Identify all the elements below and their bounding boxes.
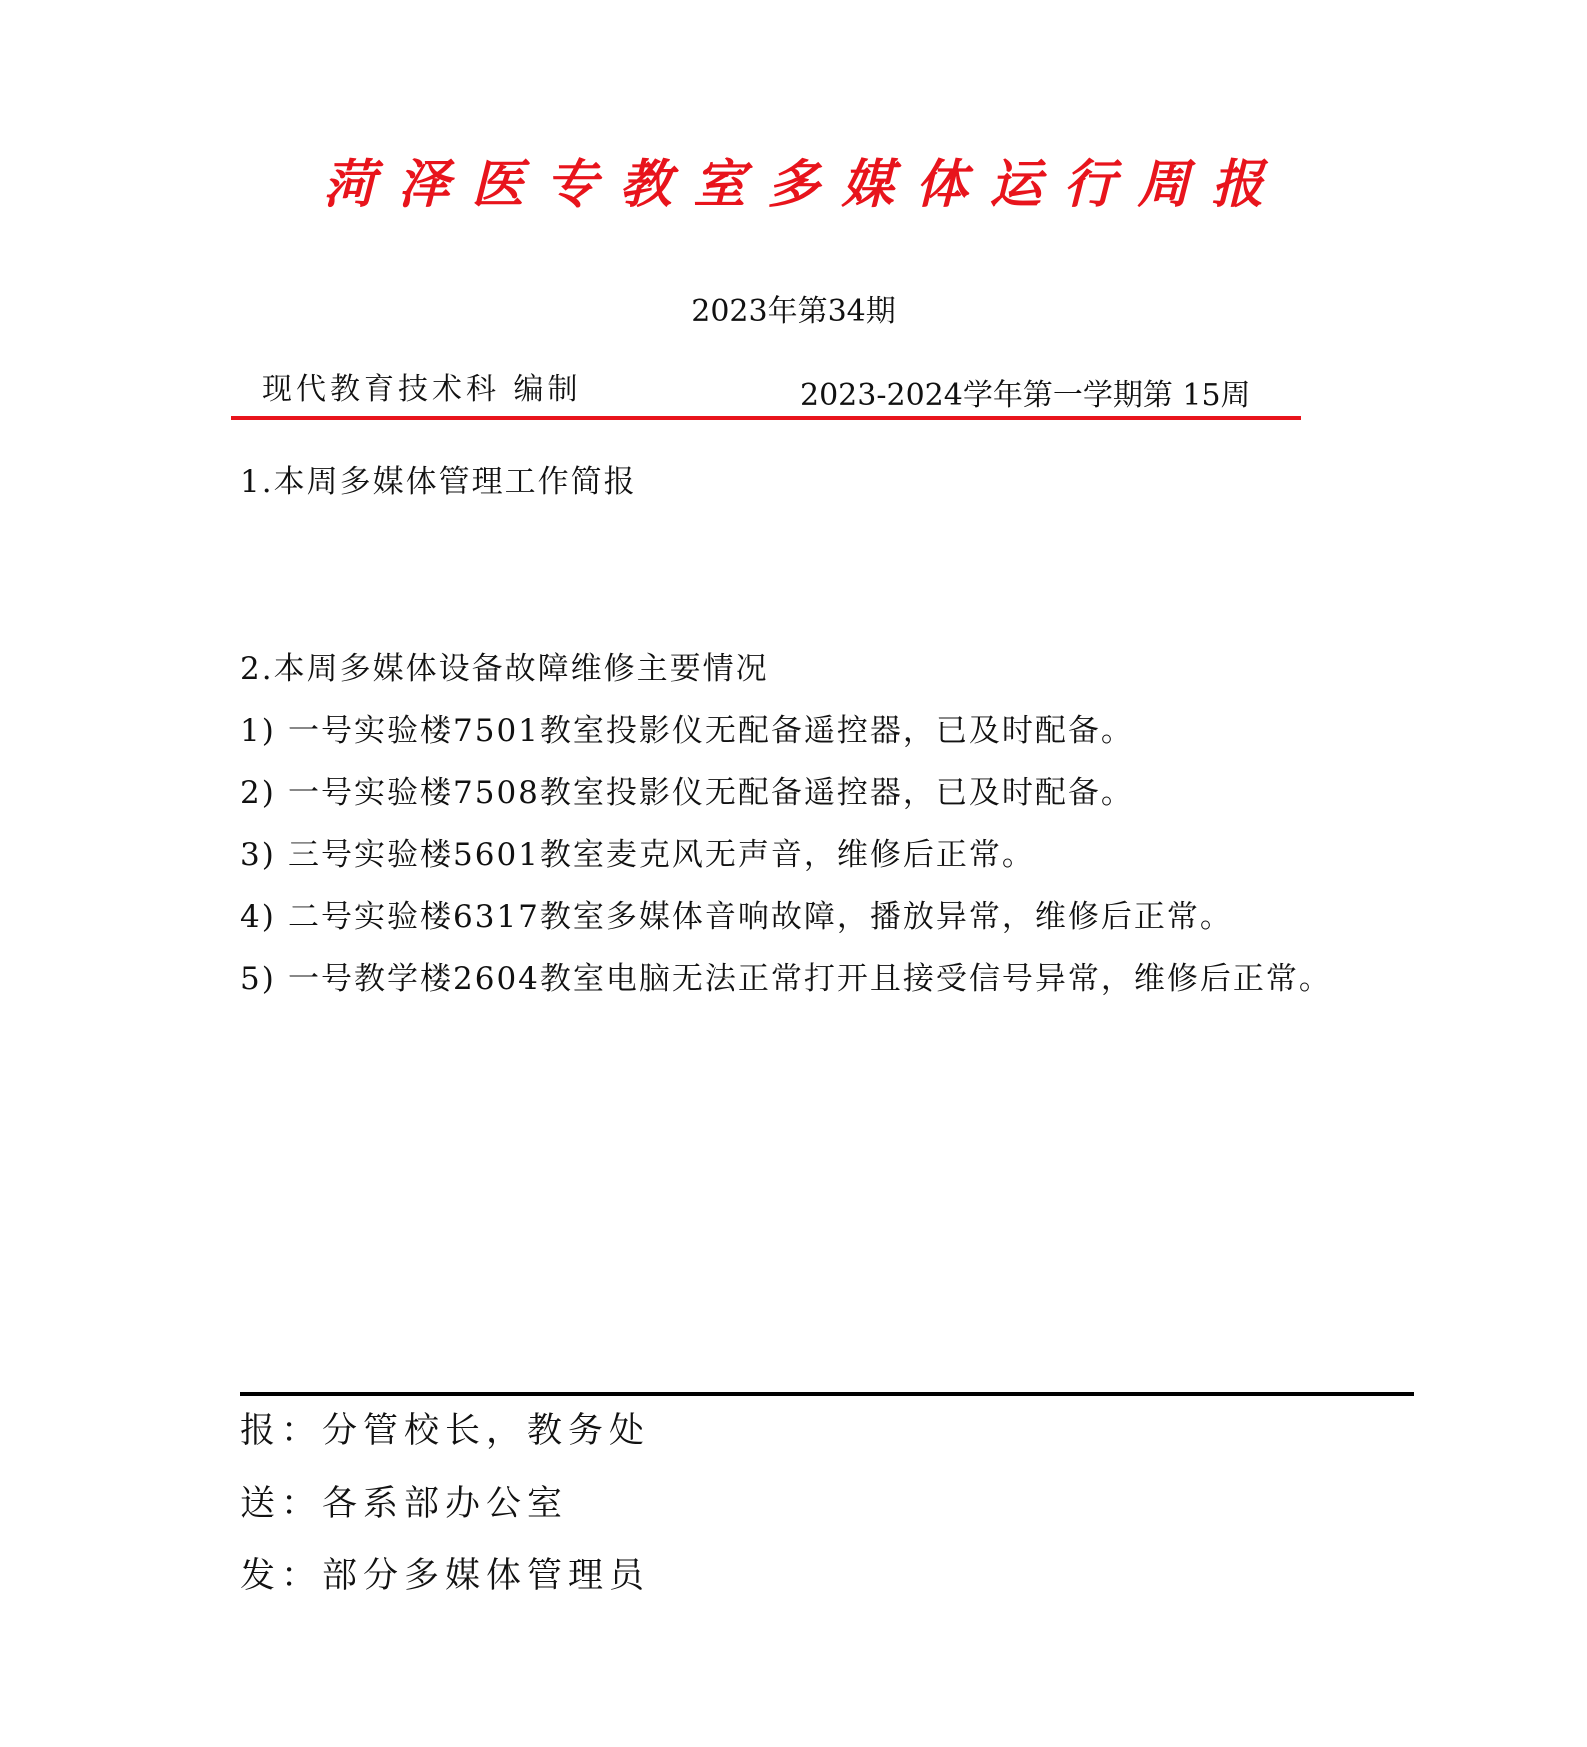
list-item [240,835,1035,875]
list-item-number: 1) [240,713,276,749]
term-week: 2023-2024学年第一学期第 15周 [800,378,1251,413]
list-item-number: 4) [240,899,276,935]
list-item-text: 三号实验楼5601教室麦克风无声音，维修后正常。 [288,837,1035,873]
footer-rule [240,1392,1414,1396]
list-item [240,897,1233,937]
list-item-number: 5) [240,961,276,997]
list-item-text: 一号实验楼7508教室投影仪无配备遥控器，已及时配备。 [288,775,1134,811]
list-item [240,959,1332,999]
list-item [240,773,1134,813]
section-1-heading: 1.本周多媒体管理工作简报 [240,464,637,500]
distribution-send: 送：各系部办公室 [240,1484,569,1524]
list-item-text: 一号实验楼7501教室投影仪无配备遥控器，已及时配备。 [288,713,1134,749]
report-title: 菏泽医专教室多媒体运行周报 [323,154,1286,215]
list-item-number: 3) [240,837,276,873]
list-item [240,711,1134,751]
section-2-heading: 2.本周多媒体设备故障维修主要情况 [240,651,769,687]
list-item-text: 二号实验楼6317教室多媒体音响故障，播放异常，维修后正常。 [288,899,1233,935]
header-red-rule [231,416,1301,420]
distribution-issue: 发：部分多媒体管理员 [240,1556,651,1596]
list-item-text: 一号教学楼2604教室电脑无法正常打开且接受信号异常，维修后正常。 [288,961,1332,997]
issue-number: 2023年第34期 [691,294,896,329]
list-item-number: 2) [240,775,276,811]
distribution-report: 报：分管校长，教务处 [240,1411,651,1451]
compiler-line: 现代教育技术科 编制 [262,372,582,407]
